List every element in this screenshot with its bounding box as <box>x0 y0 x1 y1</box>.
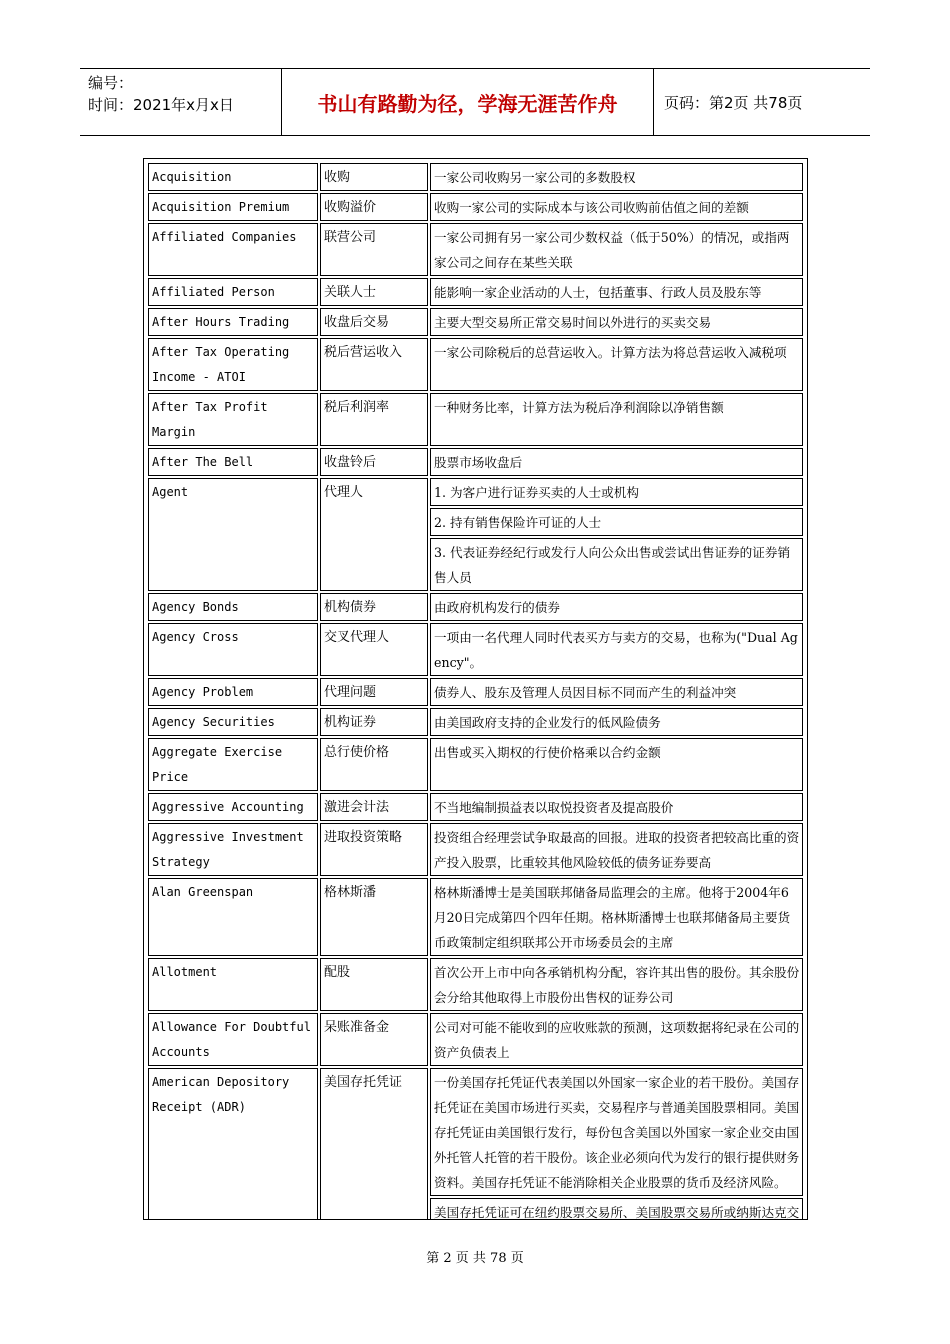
term-definition: 一项由一名代理人同时代表买方与卖方的交易，也称为("Dual Agency"。 <box>430 623 803 676</box>
term-definition: 一家公司除税后的总营运收入。计算方法为将总营运收入减税项 <box>430 338 803 391</box>
term-chinese: 关联人士 <box>320 278 428 306</box>
term-definition: 一家公司拥有另一家公司少数权益（低于50%）的情况，或指两家公司之间存在某些关联 <box>430 223 803 276</box>
term-chinese: 税后营运收入 <box>320 338 428 391</box>
term-definition: 由政府机构发行的债券 <box>430 593 803 621</box>
header-meta <box>80 69 282 135</box>
glossary-table-body <box>148 163 803 1220</box>
table-row <box>148 623 803 676</box>
page-header <box>80 68 870 136</box>
term-english: Agency Bonds <box>148 593 318 621</box>
table-row <box>148 738 803 791</box>
term-definition: 主要大型交易所正常交易时间以外进行的买卖交易 <box>430 308 803 336</box>
table-row <box>148 793 803 821</box>
table-row <box>148 878 803 956</box>
term-chinese: 联营公司 <box>320 223 428 276</box>
term-english: American Depository Receipt (ADR) <box>148 1068 318 1220</box>
table-row <box>148 678 803 706</box>
term-english: Aggressive Investment Strategy <box>148 823 318 876</box>
term-english: Agency Securities <box>148 708 318 736</box>
term-definition: 投资组合经理尝试争取最高的回报。进取的投资者把较高比重的资产投入股票，比重较其他风险较低的债务证券要高 <box>430 823 803 876</box>
term-chinese: 收购 <box>320 163 428 191</box>
term-chinese: 总行使价格 <box>320 738 428 791</box>
term-chinese: 收盘铃后 <box>320 448 428 476</box>
table-row <box>148 163 803 191</box>
term-chinese: 美国存托凭证 <box>320 1068 428 1220</box>
table-row <box>148 708 803 736</box>
term-definition: 出售或买入期权的行使价格乘以合约金额 <box>430 738 803 791</box>
term-definition: 一家公司收购另一家公司的多数股权 <box>430 163 803 191</box>
term-definition: 首次公开上市中向各承销机构分配，容许其出售的股份。其余股份会分给其他取得上市股份出售权的证券公司 <box>430 958 803 1011</box>
term-english: Allowance For Doubtful Accounts <box>148 1013 318 1066</box>
term-english: Affiliated Companies <box>148 223 318 276</box>
document-number-label: 编号： <box>88 74 134 92</box>
table-row <box>148 278 803 306</box>
table-row <box>148 1013 803 1066</box>
table-row <box>148 223 803 276</box>
glossary-table-frame <box>143 158 808 1220</box>
term-definition: 格林斯潘博士是美国联邦储备局监理会的主席。他将于2004年6月20日完成第四个四年任期。格林斯潘博士也联邦储备局主要货币政策制定组织联邦公开市场委员会的主席 <box>430 878 803 956</box>
term-chinese: 交叉代理人 <box>320 623 428 676</box>
term-chinese: 收盘后交易 <box>320 308 428 336</box>
table-row <box>148 823 803 876</box>
table-row <box>148 958 803 1011</box>
term-chinese: 机构证券 <box>320 708 428 736</box>
term-english: Alan Greenspan <box>148 878 318 956</box>
term-chinese: 进取投资策略 <box>320 823 428 876</box>
table-row <box>148 478 803 506</box>
term-english: Agent <box>148 478 318 591</box>
term-definition: 由美国政府支持的企业发行的低风险债务 <box>430 708 803 736</box>
term-chinese: 格林斯潘 <box>320 878 428 956</box>
glossary-table <box>146 161 805 1220</box>
document-time-label: 时间：2021年x月x日 <box>88 96 234 114</box>
term-chinese: 机构债券 <box>320 593 428 621</box>
table-row <box>148 338 803 391</box>
term-definition: 2. 持有销售保险许可证的人士 <box>430 508 803 536</box>
term-definition: 一种财务比率，计算方法为税后净利润除以净销售额 <box>430 393 803 446</box>
term-english: After Hours Trading <box>148 308 318 336</box>
term-chinese: 激进会计法 <box>320 793 428 821</box>
term-chinese: 代理问题 <box>320 678 428 706</box>
term-chinese: 呆账准备金 <box>320 1013 428 1066</box>
term-english: Acquisition Premium <box>148 193 318 221</box>
term-english: After The Bell <box>148 448 318 476</box>
term-chinese: 收购溢价 <box>320 193 428 221</box>
term-definition: 收购一家公司的实际成本与该公司收购前估值之间的差额 <box>430 193 803 221</box>
term-chinese: 配股 <box>320 958 428 1011</box>
term-chinese: 代理人 <box>320 478 428 591</box>
table-row <box>148 393 803 446</box>
term-definition: 债券人、股东及管理人员因目标不同而产生的利益冲突 <box>430 678 803 706</box>
table-row <box>148 308 803 336</box>
term-definition: 1. 为客户进行证券买卖的人士或机构 <box>430 478 803 506</box>
term-english: Affiliated Person <box>148 278 318 306</box>
term-english: Aggressive Accounting <box>148 793 318 821</box>
term-definition: 不当地编制损益表以取悦投资者及提高股价 <box>430 793 803 821</box>
term-english: After Tax Operating Income - ATOI <box>148 338 318 391</box>
term-definition: 公司对可能不能收到的应收账款的预测，这项数据将纪录在公司的资产负债表上 <box>430 1013 803 1066</box>
term-definition: 美国存托凭证可在纽约股票交易所、美国股票交易所或纳斯达克交 <box>430 1198 803 1220</box>
term-definition: 能影响一家企业活动的人士，包括董事、行政人员及股东等 <box>430 278 803 306</box>
term-definition: 股票市场收盘后 <box>430 448 803 476</box>
term-english: Aggregate Exercise Price <box>148 738 318 791</box>
term-definition: 一份美国存托凭证代表美国以外国家一家企业的若干股份。美国存托凭证在美国市场进行买卖，交易程序与普通美国股票相同。美国存托凭证由美国银行发行，每份包含美国以外国家一家企业交由国外托管人托管的若干股份。该企业必须向代为发行的银行提供财务资料。美国存托凭证不能消除相关企业股票的货币及经济风险。 <box>430 1068 803 1196</box>
term-english: Agency Cross <box>148 623 318 676</box>
header-page-info: 页码：第2页 共78页 <box>664 93 803 112</box>
header-motto: 书山有路勤为径，学海无涯苦作舟 <box>282 69 654 135</box>
table-row <box>148 1068 803 1196</box>
table-row <box>148 193 803 221</box>
term-english: Allotment <box>148 958 318 1011</box>
table-row <box>148 448 803 476</box>
term-english: After Tax Profit Margin <box>148 393 318 446</box>
page-footer: 第 2 页 共 78 页 <box>426 1251 524 1266</box>
term-chinese: 税后利润率 <box>320 393 428 446</box>
term-english: Acquisition <box>148 163 318 191</box>
term-definition: 3. 代表证券经纪行或发行人向公众出售或尝试出售证券的证券销售人员 <box>430 538 803 591</box>
table-row <box>148 593 803 621</box>
term-english: Agency Problem <box>148 678 318 706</box>
